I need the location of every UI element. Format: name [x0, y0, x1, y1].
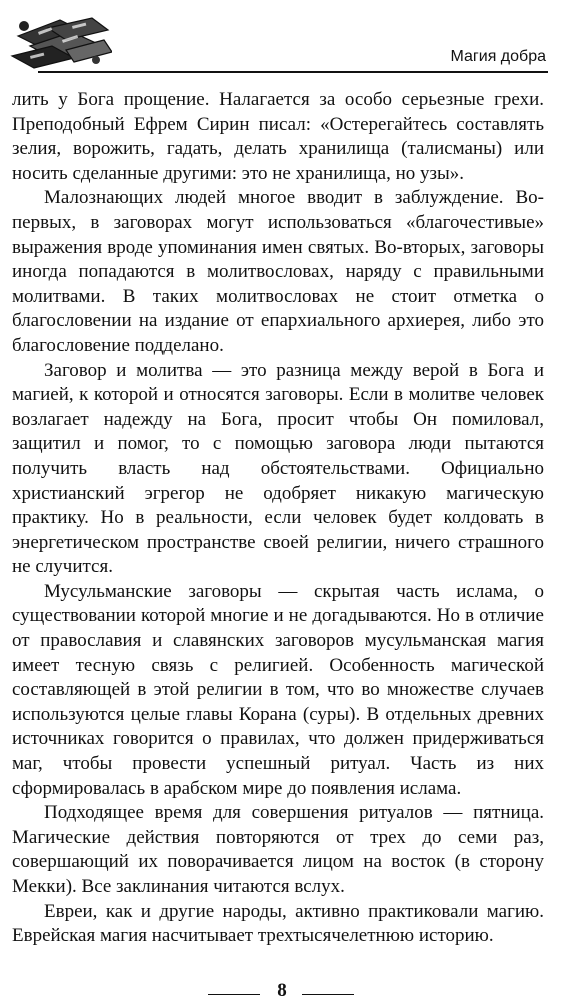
- header-rule: [38, 71, 548, 73]
- paragraph: лить у Бога прощение. Налагается за особо серьезные грехи. Преподобный Ефрем Сирин писал: «Остерегайтесь составлять зелия, ворожить, гадать, делать хранилища (талисманы) или носить сделанные другими: это не хранилища, но узы».: [12, 89, 544, 184]
- footer-rule-left: [208, 994, 260, 995]
- footer-rule-right: [302, 994, 354, 995]
- paragraph: Подходящее время для совершения ритуалов — пятница. Магические действия повторяются от трех до семи раз, совершающий их поворачивается лицом на восток (в сторону Мекки). Все заклинания читаются вслух.: [12, 802, 544, 897]
- body-text: [12, 88, 544, 949]
- money-pile-icon: [8, 6, 112, 72]
- running-title: Магия добра: [450, 48, 546, 65]
- paragraph: Малознающих людей многое вводит в заблуждение. Во-первых, в заговорах могут использоваться «благочестивые» выражения вроде упоминания имен святых. Во-вторых, заговоры иногда попадаются в молитвословах, наряду с правильными молитвами. В таких молитвословах не стоит отметка о благословении на издание от епархиального архиерея, либо это благословение подделано.: [12, 187, 544, 356]
- page-header: [0, 0, 564, 78]
- paragraph: Заговор и молитва — это разница между верой в Бога и магией, к которой и относятся заговоры. Если в молитве человек возлагает надежду на Бога, просит чтобы Он помиловал, защитил и помог, то с помощью заговора люди пытаются получить власть над обстоятельствами. Официально христианский эгрегор не одобряет никакую магическую практику. Но в реальности, если человек будет колдовать в энергетическом пространстве своей религии, ничего страшного не случится.: [12, 359, 544, 578]
- page-number: 8: [277, 980, 287, 1001]
- paragraph: Евреи, как и другие народы, активно практиковали магию. Еврейская магия насчитывает трехтысячелетнюю историю.: [12, 900, 544, 947]
- paragraph: Мусульманские заговоры — скрытая часть ислама, о существовании которой многие и не догадываются. Но в отличие от православия и славянских заговоров мусульманская магия имеет тесную связь с религией. Особенность магической составляющей в этой религии в том, что во множестве случаев используются целые главы Корана (суры). В отдельных древних источниках говорится о правилах, что должен придерживаться маг, чтобы провести успешный ритуал. Часть из них сформировалась в арабском мире до появления ислама.: [12, 580, 544, 799]
